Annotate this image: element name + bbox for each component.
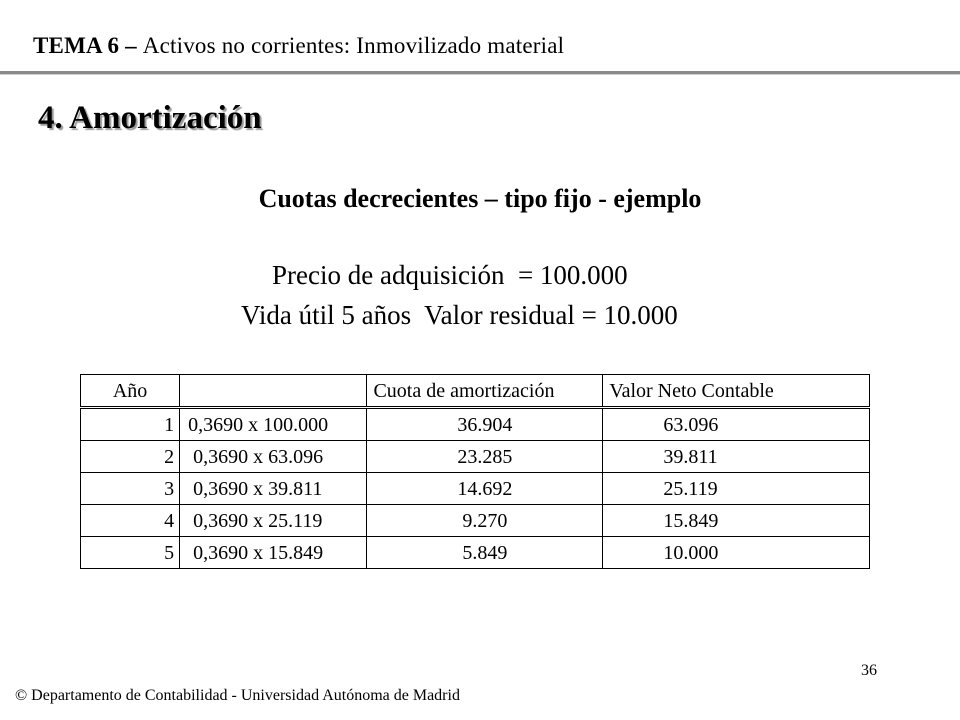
vnc-cell: 25.119 (603, 473, 870, 505)
header-formula (180, 375, 367, 408)
table-row (81, 537, 870, 569)
cuota-cell: 9.270 (367, 505, 603, 537)
header-topic: TEMA 6 (33, 33, 120, 58)
vnc-cell: 10.000 (603, 537, 870, 569)
footer-copyright: © Departamento de Contabilidad - Universidad Autónoma de Madrid (15, 687, 460, 704)
header-divider-shadow (0, 74, 960, 75)
year-cell: 2 (81, 441, 180, 473)
useful-life-text: Vida útil 5 años Valor residual = 10.000 (241, 300, 678, 330)
vnc-cell: 39.811 (603, 441, 870, 473)
cuota-cell: 36.904 (367, 408, 603, 441)
slide-subtitle: Cuotas decrecientes – tipo fijo - ejemplo (258, 184, 702, 213)
acquisition-price-text: Precio de adquisición = 100.000 (272, 260, 628, 290)
year-cell: 4 (81, 505, 180, 537)
formula-cell: 0,3690 x 39.811 (180, 473, 367, 505)
cuota-cell: 5.849 (367, 537, 603, 569)
vnc-cell: 15.849 (603, 505, 870, 537)
cuota-cell: 14.692 (367, 473, 603, 505)
table-row (81, 505, 870, 537)
year-cell: 1 (81, 408, 180, 441)
cuota-cell: 23.285 (367, 441, 603, 473)
table-row (81, 473, 870, 505)
header-vnc: Valor Neto Contable (603, 375, 870, 408)
formula-cell: 0,3690 x 63.096 (180, 441, 367, 473)
page-number: 36 (861, 662, 877, 679)
header-subject: Activos no corrientes: Inmovilizado material (142, 33, 565, 58)
formula-cell: 0,3690 x 15.849 (180, 537, 367, 569)
slide-header (33, 34, 564, 57)
header-year: Año (81, 375, 180, 408)
table-row (81, 408, 870, 441)
header-cuota: Cuota de amortización (367, 375, 603, 408)
formula-cell: 0,3690 x 100.000 (180, 408, 367, 441)
amortization-table (80, 374, 870, 569)
table-header-row (81, 375, 870, 408)
year-cell: 3 (81, 473, 180, 505)
table-row (81, 441, 870, 473)
vnc-cell: 63.096 (603, 408, 870, 441)
section-title: 4. Amortización (38, 100, 262, 136)
header-separator: – (119, 33, 143, 58)
year-cell: 5 (81, 537, 180, 569)
formula-cell: 0,3690 x 25.119 (180, 505, 367, 537)
